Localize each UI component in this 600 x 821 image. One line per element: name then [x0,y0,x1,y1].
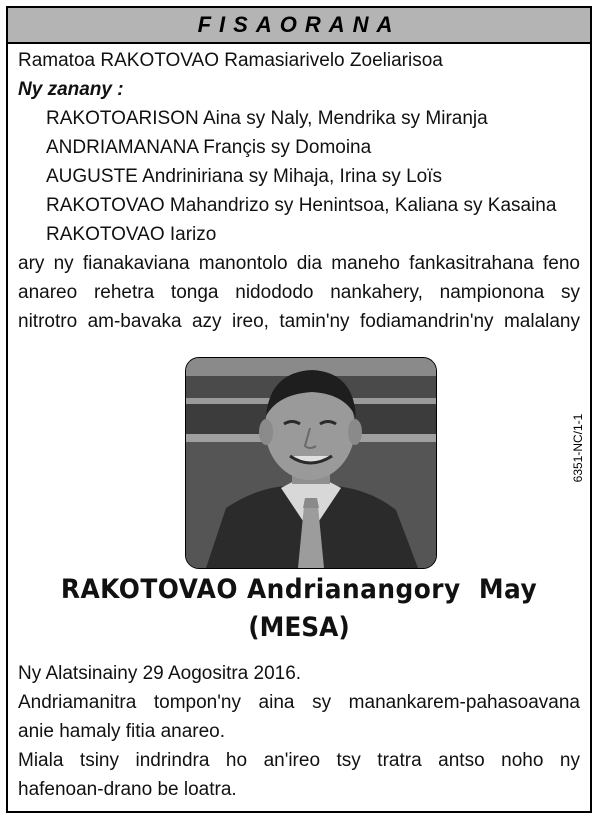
reference-code: 6351-NC/1-1 [571,413,585,483]
thanks-paragraph-line: ary ny fianakaviana manontolo dia maneho fankasitrahana feno [18,253,580,274]
closing-line: anie hamaly fitia anareo. [18,721,226,742]
closing-section [18,659,580,804]
thanks-paragraph-line: anareo rehetra tonga nidododo nankahery, nampionona sy [18,282,580,303]
closing-line: Andriamanitra tompon'ny aina sy manankarem-pahasoavana [18,692,580,713]
deceased-nickname: (MESA) [248,612,350,643]
child-line: RAKOTOVAO Mahandrizo sy Henintsoa, Kaliana sy Kasaina [46,195,557,216]
deceased-name: RAKOTOVAO Andrianangory May [60,574,538,605]
notice-frame [6,6,592,813]
child-line: RAKOTOVAO Iarizo [46,224,217,245]
child-line: AUGUSTE Andriniriana sy Mihaja, Irina sy Loïs [46,166,442,187]
widow-name: Ramatoa RAKOTOVAO Ramasiarivelo Zoeliarisoa [18,50,443,71]
closing-line: hafenoan-drano be loatra. [18,779,237,800]
header-bar [8,8,590,44]
children-label: Ny zanany : [18,79,124,100]
date-line: Ny Alatsinainy 29 Aogositra 2016. [18,663,302,684]
portrait-photo [185,357,437,569]
closing-line: Miala tsiny indrindra ho an'ireo tsy tratra antso noho ny [18,750,580,771]
child-line: RAKOTOARISON Aina sy Naly, Mendrika sy Miranja [46,108,488,129]
portrait-illustration [186,358,436,568]
thanks-paragraph-line: nitrotro am-bavaka azy ireo, tamin'ny fodiamandrin'ny malalany [18,311,580,332]
child-line: ANDRIAMANANA Françis sy Domoina [46,137,372,158]
notice-title: FISAORANA [197,12,401,37]
intro-section [18,46,580,336]
